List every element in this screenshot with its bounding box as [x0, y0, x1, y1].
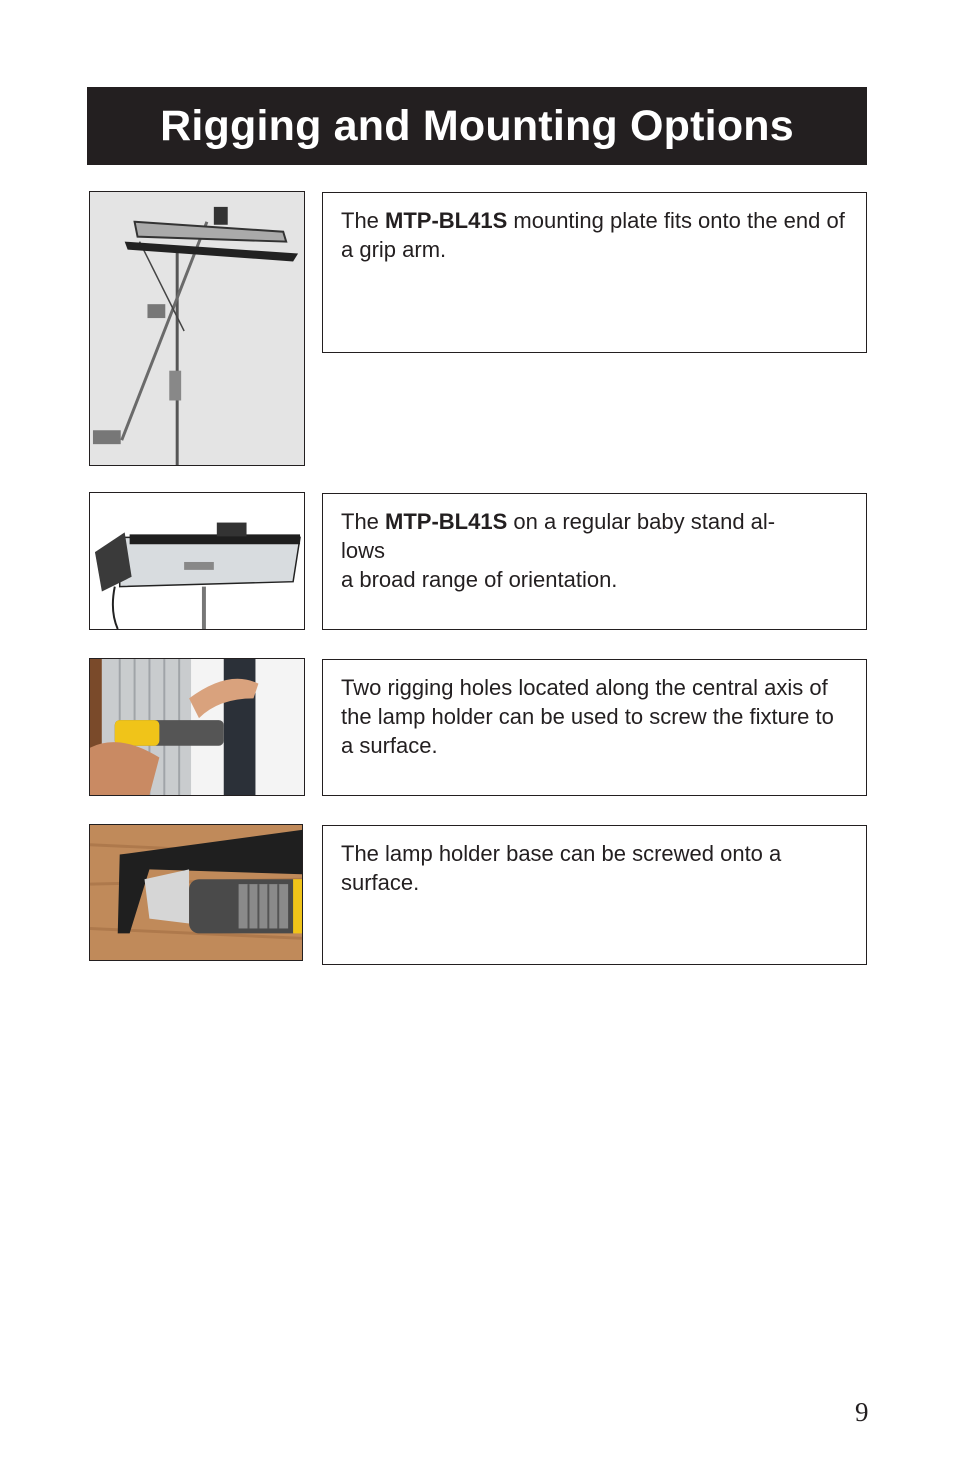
description-box-2: The MTP-BL41S on a regular baby stand al- lows a broad range of orientation. [322, 493, 867, 630]
drill-base-photo [89, 824, 303, 961]
description-box-3: Two rigging holes located along the central axis of the lamp holder can be used to screw the fixture to a surface. [322, 659, 867, 796]
description-box-4: The lamp holder base can be screwed onto a surface. [322, 825, 867, 965]
page-number: 9 [855, 1397, 869, 1427]
screwing-fixture-photo [89, 658, 305, 796]
title-bar [87, 87, 867, 165]
light-on-baby-stand-photo [89, 492, 305, 630]
light-on-grip-arm-photo [89, 191, 305, 466]
model-number: MTP-BL41S [385, 509, 508, 534]
model-number: MTP-BL41S [385, 208, 508, 233]
page-title: Rigging and Mounting Options [160, 101, 794, 150]
description-box-1: The MTP-BL41S mounting plate fits onto the end of a grip arm. [322, 192, 867, 353]
